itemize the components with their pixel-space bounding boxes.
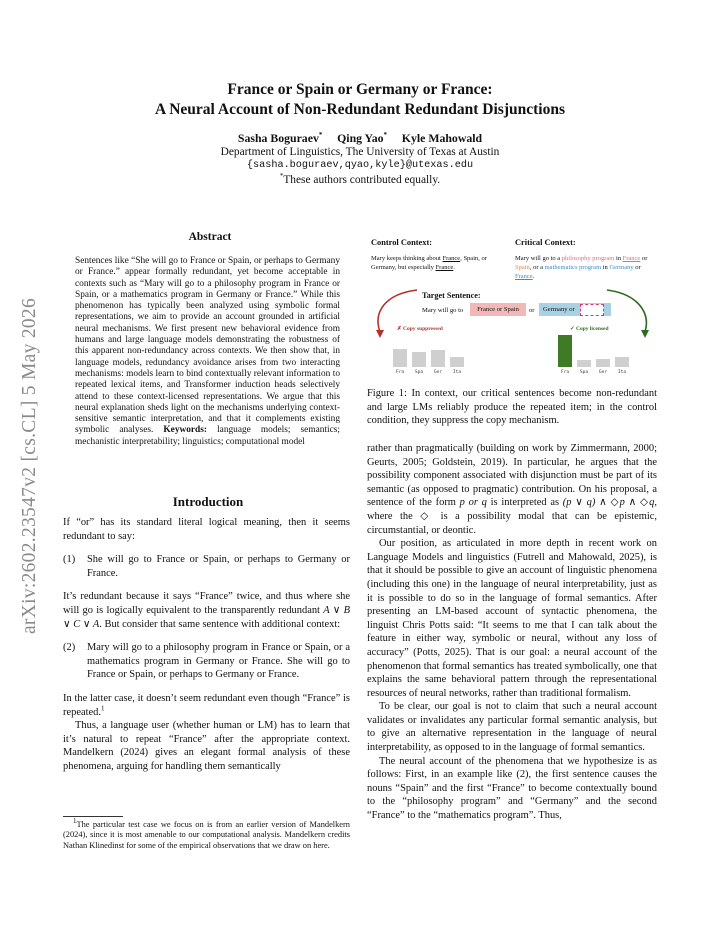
formula-modal: (p ∨ q) ∧ ◇p ∧ ◇q [562, 497, 655, 509]
figure-1 [365, 232, 660, 382]
intro-paragraph-4: Thus, a language user (whether human or LM) has to learn that it’s natural to repeat “France” after the appropriate context. Mandelkern (2024) gives an elegant formal analysis of these phenomena, arguing for handling them semantically [63, 720, 350, 772]
target-box-2: Germany or [539, 303, 611, 316]
copy-licensed-label: ✓ Copy licensed [570, 326, 609, 332]
critical-arrowhead [641, 330, 649, 338]
right-paragraph-2: Our position, as articulated in more depth in recent work on Language Models and linguistics (Futrell and Mahowald, 2025), is that it should be possible to give an account of linguistic phenomena (including this one) in the language of neural interpretability, just as it is possible to do so in the language of formal semantics. After presenting an LM-based account of syntactic phenomena, the linguist Chris Potts said: “It seems to me that I can talk about the feature in either way, symbolic or neural, without any loss of accuracy” (Potts, 2025). That is our goal: a neural account of the phenomenon that formal semantics has treated symbolically, one that explains the same behavioral pattern through the representational resources of neural networks, rather than traditional formalism. [367, 538, 657, 699]
crit-text-1: Mary will go to a [515, 255, 562, 262]
critical-bar-fra [558, 335, 572, 367]
intro-p2-text: It’s redundant because it says “France” twice, and thus where she will go is logically equivalent to the transparently redundant [63, 591, 350, 616]
right-p1-text-2: is interpreted as [486, 497, 563, 509]
control-tick-ger: Ger [433, 370, 443, 375]
footnote-marker: 1 [100, 704, 105, 713]
target-prefix: Mary will go to [422, 307, 464, 314]
crit-spain: Spain [515, 264, 530, 271]
target-sentence-title: Target Sentence: [422, 291, 481, 300]
example-2-text: Mary will go to a philosophy program in France or Spain, or a mathematics program in Germany or France. She will go to France or Spain, or perhaps to Germany or France. [87, 642, 350, 681]
author-1: Sasha Boguraev [237, 131, 319, 145]
crit-france-1: France [622, 255, 641, 262]
control-france-1: France [442, 255, 461, 262]
target-box-1: France or Spain [470, 303, 526, 316]
formula: A ∨ B ∨ C ∨ A [63, 604, 350, 630]
abstract [75, 256, 340, 448]
control-tick-ita: Ita [452, 370, 462, 375]
control-tick-spa: Spa [414, 370, 424, 375]
control-france-2: France [435, 264, 454, 271]
equal-note-text: These authors contributed equally. [283, 174, 441, 186]
equal-mark: * [279, 172, 284, 181]
target-or: or [529, 307, 535, 314]
author-3: Kyle Mahowald [401, 131, 483, 145]
crit-text-5: in [601, 264, 610, 271]
footnote-number: 1 [73, 817, 77, 826]
equal-mark: * [383, 131, 388, 140]
arxiv-identifier: arXiv:2602.23547v2 [cs.CL] 5 May 2026 [19, 297, 40, 635]
control-text-1: Mary keeps thinking about [371, 255, 443, 262]
title-line-1: France or Spain or Germany or France: [227, 81, 493, 98]
critical-tick-ita: Ita [617, 370, 627, 375]
keywords-text: language models; semantics; mechanistic interpretability; linguistics; computational model [75, 425, 340, 447]
crit-text-2: in [614, 255, 623, 262]
control-bar-ita [450, 357, 464, 367]
crit-philosophy: philosophy program [561, 255, 615, 262]
formula-p-or-q: p or q [459, 497, 487, 509]
left-column-body [63, 516, 350, 774]
equal-mark: * [318, 131, 323, 140]
right-p1-text-3: , where the ◇ is a possibility modal that can be epistemic, circumstantial, or deontic. [367, 497, 657, 536]
crit-text-3: or [640, 255, 648, 262]
example-1 [63, 553, 350, 580]
footnote-rule [63, 816, 123, 817]
example-2 [63, 641, 350, 682]
critical-context-title: Critical Context: [515, 238, 576, 247]
intro-paragraph-2 [63, 590, 350, 631]
crit-france-2: France [515, 273, 533, 280]
crit-text-7: . [532, 273, 535, 280]
affiliation: Department of Linguistics, The University of Texas at Austin [220, 146, 500, 158]
critical-tick-fra: Fra [560, 370, 570, 375]
crit-germany: Germany [609, 264, 634, 271]
critical-bar-ger [596, 359, 610, 367]
figure-1-caption: Figure 1: In context, our critical sentences become non-redundant and large LMs reliably produce the repeated item; in the control condition, they suppress the copy mechanism. [367, 388, 657, 427]
control-text-2: , Spain, or Germany, but especially [371, 255, 487, 271]
right-paragraph-1 [367, 442, 657, 537]
introduction-heading: Introduction [172, 494, 244, 509]
footnote-text: The particular test case we focus on is from an earlier version of Mandelkern (2024), since it is most amenable to our computational analysis. Mandelkern credits Nathan Klinedinst for some of the empirical observations that we draw on here. [63, 820, 350, 850]
critical-bar-spa [577, 360, 591, 367]
control-bar-ger [431, 350, 445, 367]
control-context-title: Control Context: [371, 238, 433, 247]
footnote [63, 817, 350, 851]
keywords-label: Keywords: [163, 425, 208, 436]
example-1-number: (1) [63, 554, 76, 566]
control-bar-fra [393, 349, 407, 367]
author-names [60, 131, 660, 145]
right-paragraph-4: The neural account of the phenomena that we hypothesize is as follows: First, in an example like (2), the first sentence causes the nouns “Spain” and the first “France” to become contextually bound to the “philosophy program” and “Germany” and the second “France” to the “mathematics program”. Thus, [367, 755, 657, 822]
critical-arrow [607, 290, 646, 332]
critical-bar-ita [615, 357, 629, 367]
title-line-2: A Neural Account of Non-Redundant Redundant Disjunctions [155, 101, 565, 118]
control-arrowhead [376, 330, 384, 338]
author-block [60, 131, 660, 187]
example-1-text: She will go to France or Spain, or perhaps to Germany or France. [87, 554, 350, 579]
critical-tick-ger: Ger [598, 370, 608, 375]
control-text-3: . [453, 264, 455, 271]
crit-text-6: or [633, 264, 641, 271]
abstract-heading: Abstract [188, 231, 232, 243]
author-2: Qing Yao [337, 131, 384, 145]
paper-title [60, 80, 660, 120]
control-bar-spa [412, 352, 426, 367]
abstract-text: Sentences like “She will go to France or Spain, or perhaps to Germany or France.” appear formally redundant, yet become acceptable in contexts such as “Mary will go to a philosophy program in France or Spain, or a mathematics program in Germany or France.” While this phenomenon has typically been analyzed using symbolic formal representations, we aim to provide an account grounded in artificial neural mechanisms. We first present new behavioral evidence from humans and large language models demonstrating the robustness of this apparent non-redundancy across contexts. We then show that, in language models, redundancy avoidance arises from two interacting mechanisms: models learn to bind contextually relevant information to repeated lexical items, and Transformer induction heads selectively attend to these context-licensed representations. We argue that this neural explanation sheds light on the mechanisms underlying context-sensitive semantic interpretation, and that it complements existing symbolic analyses. [75, 256, 340, 436]
control-tick-fra: Fra [395, 370, 405, 375]
crit-mathematics: mathematics program [544, 264, 602, 271]
critical-tick-spa: Spa [579, 370, 589, 375]
copy-suppressed-label: ✗ Copy suppressed [397, 326, 443, 332]
right-paragraph-3: To be clear, our goal is not to claim that such a neural account validates or invalidates any particular formal semantic analysis, but to give an alternative representation in the language of neural interpretability, as opposed to in the language of formal semantics. [367, 701, 657, 754]
equal-contribution-note [60, 173, 660, 187]
emails: {sasha.boguraev,qyao,kyle}@utexas.edu [246, 160, 474, 171]
right-p1-text: rather than pragmatically (building on work by Zimmermann, 2000; Geurts, 2005; Goldstein, 2019). In particular, he argues that the possibility component associated with disjunction must be part of its semantic (as opposed to pragmatic) contribution. On his proposal, a sentence of the form [367, 443, 657, 509]
intro-p2-text-end: . But consider that same sentence with additional context: [99, 618, 341, 630]
right-column-body [367, 442, 657, 823]
intro-paragraph-3 [63, 692, 350, 719]
example-2-number: (2) [63, 642, 76, 654]
intro-p3-text: In the latter case, it doesn’t seem redundant even though “France” is repeated. [63, 692, 350, 718]
intro-paragraph-1: If “or” has its standard literal logical meaning, then it seems redundant to say: [63, 517, 350, 542]
crit-text-4: , or a [529, 264, 545, 271]
